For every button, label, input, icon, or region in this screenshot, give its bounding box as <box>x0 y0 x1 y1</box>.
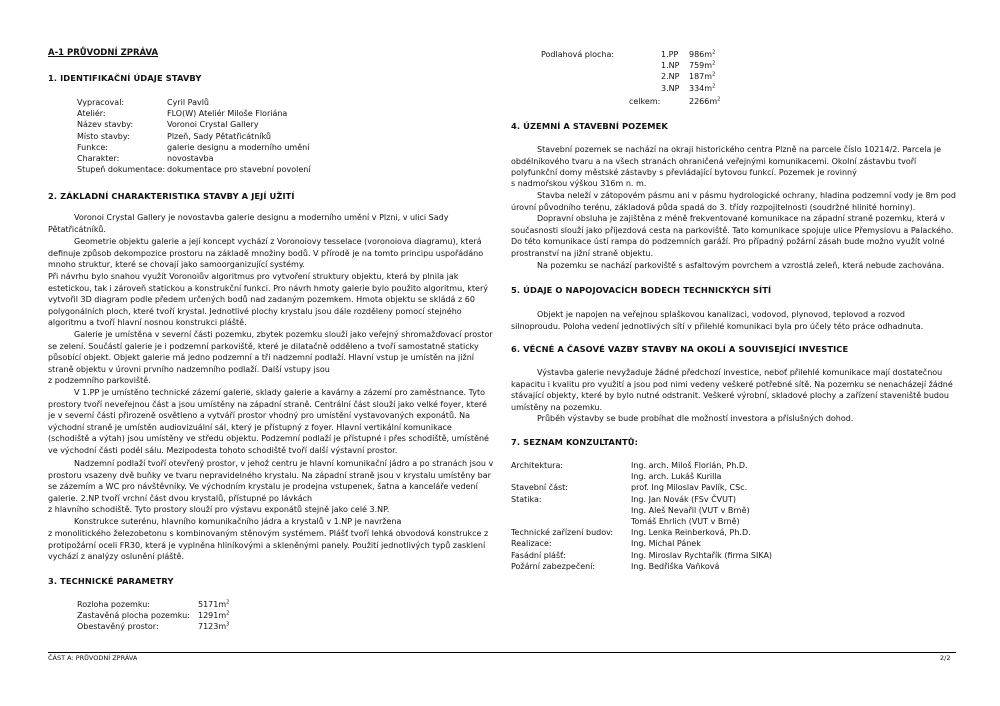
consultant-row <box>511 460 772 471</box>
s2-paragraph-6b: z hlavního schodiště. Tyto prostory slouží pro výstavu exponátů stejně jako celé 3.NP. <box>48 505 390 514</box>
consultant-row <box>511 505 772 516</box>
technical-parameter-unit-exponent: 2 <box>226 610 230 617</box>
identification-label: Ateliér: <box>77 109 106 119</box>
consultant-value: Ing. Miroslav Rychtařík (firma SIKA) <box>631 550 773 560</box>
technical-parameter-value: $7123m^3$ <box>198 621 230 632</box>
footer-rule <box>48 652 956 653</box>
footer-left: ČÁST A: PRŮVODNÍ ZPRÁVA <box>48 654 138 662</box>
s2-paragraph-3: Při návrhu bylo snahou využít Voronoiův algoritmus pro vytvoření struktury objektu, která by plnila jak estetickou, tak i zároveň statickou a konstrukční funkci. Pro návrh hmoty galerie bylo použito algoritmu, který vytvořil 3D diagram podle předem určených bodů nad zadaným pozemkem. Hmota objektu se skládá z 60 polygonálních ploch, které tvoří krystal. Jednotlivé plochy krystalu jsou dále rozděleny pomocí stejného algoritmu a tvoří hlavní nosnou konstrukci pláště. <box>48 272 488 327</box>
s4-paragraph-1b: s nadmořskou výškou 316m n. m. <box>511 179 647 188</box>
identification-label: Charakter: <box>77 154 120 164</box>
technical-parameter-label: Zastavěná plocha pozemku: <box>77 611 190 621</box>
consultant-label: Technické zařízení budov: <box>511 528 614 538</box>
floor-area-value: $187m^2$ <box>689 71 716 82</box>
identification-row <box>77 97 311 108</box>
consultant-value: prof. Ing Miloslav Pavlík, CSc. <box>631 483 748 493</box>
consultant-value: Tomáš Ehrlich (VUT v Brně) <box>631 517 740 527</box>
consultant-value: Ing. Bedřiška Vaňková <box>631 561 720 571</box>
s2-paragraph-5: V 1.PP je umístěno technické zázemí galerie, sklady galerie a kavárny a zázemí pro zaměstnance. Tyto prostory tvoří neveřejnou část a jsou umístěny na západní straně. Centrální část slouží jako velké foyer, které je v severní části přirozeně osvětleno a vytváří prostor vhodný pro umístění vystavovaných exponátů. Na východní straně je umístěn audiovizuální sál, který je přístupný z foyer. Hlavní vertikální komunikace (schodiště a výtah) jsou umístěny ve středu objektu. Podzemní podlaží je přístupné i přes schodiště, umístěné ve východní části podél sálu. Mezipodesta tohoto schodiště tvoří další výstavní prostor. <box>48 388 489 455</box>
consultant-label <box>511 516 631 527</box>
consultant-label <box>511 505 631 516</box>
s2-paragraph-4: Galerie je umístěna v severní části pozemku, zbytek pozemku slouží jako veřejný shromažďovací prostor se zelení. Součástí galerie je i podzemní parkoviště, které je dilatačně odděleno a tvoří samostatně staticky působící objekt. Objekt galerie má jedno podzemní a tři nadzemní podlaží. Hlavní vstup je umístěn na jižní straně objektu v úrovni prvního nadzemního podlaží. Další vstupy jsou <box>48 330 493 374</box>
identification-row <box>77 131 311 142</box>
consultant-value: Ing. Lenka Reinberková, Ph.D. <box>631 528 751 538</box>
section-5-heading: 5. ÚDAJE O NAPOJOVACÍCH BODECH TECHNICKÝCH SÍTÍ <box>511 285 772 295</box>
identification-row <box>77 119 311 130</box>
identification-value: FLO(W) Ateliér Miloše Floriána <box>167 109 288 119</box>
floor-total-label: celkem: <box>629 97 661 106</box>
floor-area-label: 1.PP <box>661 50 679 59</box>
consultant-row <box>511 527 772 538</box>
s2-paragraph-6: Nadzemní podlaží tvoří otevřený prostor, v jehož centru je hlavní komunikační jádro a po stranách jsou v prostoru vsazeny dvě buňky ve tvaru nepravidelného krystalu. Na západní straně jsou v krystalu umístěny bar se zázemím a WC pro návštěvníky. Ve východním krystalu je prodejna vstupenek, šatna a kanceláře vedení galerie. 2.NP tvoří vrchní část dvou krystalů, přístupné po lávkách <box>48 459 494 503</box>
identification-table <box>77 97 311 175</box>
consultant-value: Ing. arch. Miloš Florián, Ph.D. <box>631 461 748 470</box>
identification-label: Stupeň dokumentace: <box>77 165 166 175</box>
floor-area-label: 1.NP <box>661 61 680 71</box>
identification-value: Voronoi Crystal Gallery <box>167 120 259 130</box>
floor-area-unit-exponent: 2 <box>712 71 716 78</box>
technical-parameter-unit-exponent: 2 <box>226 599 230 606</box>
identification-label: Místo stavby: <box>77 131 130 141</box>
s4-paragraph-2: Stavba neleží v zátopovém pásmu ani v pásmu hydrologické ochrany, hladina podzemní vody je 8m pod úrovní původního terénu, základová půda spadá do 3. třídy rozpojitelnosti (soudržné hlinité horniny). <box>511 191 956 212</box>
floor-area-unit-exponent: 2 <box>712 49 716 56</box>
technical-parameter-row <box>77 610 229 621</box>
consultant-value: Ing. Michal Pánek <box>631 539 701 549</box>
floor-area-value: $334m^2$ <box>689 82 716 93</box>
consultant-value: Ing. Jan Novák (FSv ČVUT) <box>631 494 737 504</box>
section-6-heading: 6. VĚCNÉ A ČASOVÉ VAZBY STAVBY NA OKOLÍ A SOUVISEJÍCÍ INVESTICE <box>511 344 849 354</box>
floor-area-table <box>661 49 715 94</box>
identification-label: Funkce: <box>77 142 108 152</box>
identification-value: galerie designu a moderního umění <box>167 142 310 152</box>
consultant-value: Ing. Aleš Nevařil (VUT v Brně) <box>631 505 750 515</box>
section-1-heading: 1. IDENTIFIKAČNÍ ÚDAJE STAVBY <box>48 73 202 83</box>
identification-value: Plzeň, Sady Pětatřicátníků <box>167 131 271 141</box>
document-title: A-1 PRŮVODNÍ ZPRÁVA <box>48 48 159 58</box>
consultant-label: Fasádní plášť: <box>511 550 566 560</box>
consultant-row <box>511 561 772 572</box>
s4-paragraph-1: Stavební pozemek se nachází na okraji historického centra Plzně na parcele číslo 10214/2. Parcela je obdélníkového tvaru a na všech stranách ohraničená veřejnými komunikacemi. Okolní zástavbu tvoří polyfunkční domy městské zástavby s převládající bytovou funkcí. Pozemek je rovinný <box>511 145 942 177</box>
identification-value: Cyril Pavlů <box>167 98 209 107</box>
consultant-row <box>511 550 772 561</box>
technical-parameter-label: Rozloha pozemku: <box>77 600 150 609</box>
s4-paragraph-4: Na pozemku se nachází parkoviště s asfaltovým povrchem a vzrostlá zeleň, která nebude zachována. <box>537 261 945 270</box>
technical-parameter-value: $1291m^2$ <box>198 610 230 621</box>
consultant-row <box>511 538 772 549</box>
floor-area-label: 3.NP <box>661 83 680 93</box>
identification-label: Vypracoval: <box>77 98 125 107</box>
s6-paragraph-2: Průběh výstavby se bude probíhat dle možností investora a příslušných dohod. <box>537 414 854 423</box>
floor-area-row <box>661 71 715 82</box>
floor-area-label: Podlahová plocha: <box>541 50 615 59</box>
technical-parameter-row <box>77 599 229 610</box>
consultant-label: Stavební část: <box>511 483 568 493</box>
floor-area-row <box>661 60 715 71</box>
technical-parameters-table <box>77 599 229 633</box>
floor-total-value: $2266m^2$ <box>689 96 721 106</box>
consultant-row <box>511 471 772 482</box>
technical-parameter-row <box>77 621 229 632</box>
identification-row <box>77 153 311 164</box>
technical-parameter-unit-exponent: 3 <box>226 621 230 628</box>
s5-paragraph-1: Objekt je napojen na veřejnou splaškovou kanalizaci, vodovod, plynovod, teplovod a rozvod silnoproudu. Poloha vedení jednotlivých sítí v přilehlé komunikaci byla pro účely této práce odhadnuta. <box>511 310 924 331</box>
floor-area-label: 2.NP <box>661 72 680 82</box>
section-4-heading: 4. ÚZEMNÍ A STAVEBNÍ POZEMEK <box>511 121 668 131</box>
s2-paragraph-7: Konstrukce suterénu, hlavního komunikačního jádra a krystalů v 1.NP je navržena <box>74 517 402 526</box>
floor-area-value: $986m^2$ <box>689 49 716 59</box>
consultants-table <box>511 460 772 572</box>
floor-area-row <box>661 83 715 94</box>
technical-parameter-value: $5171m^2$ <box>198 599 230 609</box>
identification-value: novostavba <box>167 154 214 164</box>
floor-area-value: $759m^2$ <box>689 60 716 71</box>
s2-paragraph-1: Voronoi Crystal Gallery je novostavba galerie designu a moderního umění v Plzni, v ulici Sady Pětatřicátníků. <box>48 213 449 234</box>
floor-area-row <box>661 49 715 60</box>
section-3-heading: 3. TECHNICKÉ PARAMETRY <box>48 576 174 586</box>
identification-row <box>77 108 311 119</box>
section-7-heading: 7. SEZNAM KONZULTANTŮ: <box>511 437 638 447</box>
identification-row <box>77 142 311 153</box>
consultant-label: Architektura: <box>511 461 564 470</box>
consultant-row <box>511 494 772 505</box>
technical-parameter-label: Obestavěný prostor: <box>77 622 159 632</box>
consultant-label: Požární zabezpečení: <box>511 561 596 571</box>
consultant-label <box>511 471 631 482</box>
floor-area-unit-exponent: 2 <box>712 82 716 89</box>
section-2-heading: 2. ZÁKLADNÍ CHARAKTERISTIKA STAVBY A JEJÍ UŽITÍ <box>48 191 295 201</box>
consultant-label: Statika: <box>511 494 542 504</box>
floor-area-unit-exponent: 2 <box>712 60 716 67</box>
s6-paragraph-1: Výstavba galerie nevyžaduje žádné předchozí investice, neboť přilehlé komunikace mají dostatečnou kapacitu i kvalitu pro využití a jsou pod nimi vedeny veškeré potřebné sítě. Na pozemku se nenacházejí žádné stávající objekty, které by bylo nutné odstranit. Veškeré výrobní, skladové plochy a zařízení staveniště budou umístěny na pozemku. <box>511 368 953 412</box>
s2-paragraph-4b: z podzemního parkoviště. <box>48 376 151 385</box>
consultant-row <box>511 516 772 527</box>
consultant-value: Ing. arch. Lukáš Kurilla <box>631 472 722 482</box>
s2-paragraph-2: Geometrie objektu galerie a její koncept vychází z Voronoiovy tesselace (voronoiova diagramu), která definuje způsob dekompozice prostoru na základě množiny bodů. V přírodě je na tomto principu uspořádáno mnoho struktur, které se chovají jako samoorganizující systémy. <box>48 237 484 269</box>
consultant-row <box>511 482 772 493</box>
identification-value: dokumentace pro stavební povolení <box>167 165 311 175</box>
s2-paragraph-7b: z monolitického železobetonu s kombinovaným stěnovým systémem. Plášť tvoří lehká obvodová konstrukce z protipožární oceli FR30, která je vyplněna hliníkovými a skleněnými panely. Použití jednotlivých typů zasklení vychází z analýzy oslunění pláště. <box>48 529 489 561</box>
consultant-label: Realizace: <box>511 539 552 549</box>
identification-row <box>77 164 311 175</box>
identification-label: Název stavby: <box>77 120 134 130</box>
s4-paragraph-3: Dopravní obsluha je zajištěna z méně frekventované komunikace na západní straně pozemku, která v současnosti slouží jako příjezdová cesta na parkoviště. Tato komunikace spojuje ulice Přemyslovu a Palackého. Do této komunikace ústí rampa do podzemních garáží. Pro případný požární zásah bude možno využít volné prostranství na jižní straně objektu. <box>511 214 954 258</box>
footer-page-number: 2/2 <box>940 654 951 662</box>
